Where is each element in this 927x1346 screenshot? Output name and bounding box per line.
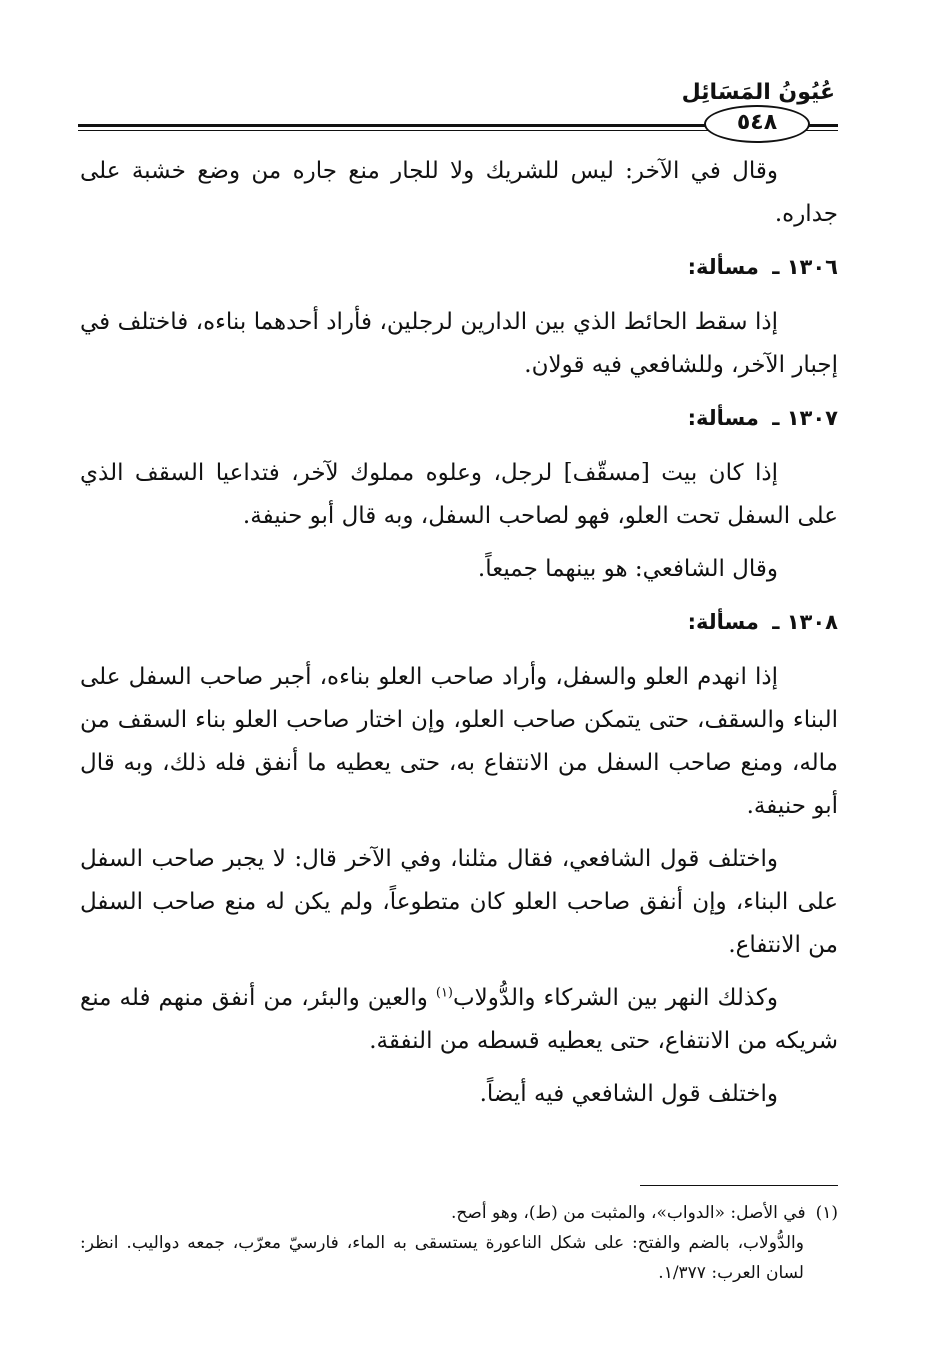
footnote-1	[80, 1198, 838, 1228]
footnote-separator	[640, 1185, 838, 1186]
issue-heading-1306	[80, 246, 838, 289]
issue-label: مسألة:	[687, 406, 759, 430]
issue-number: ١٣٠٧ ـ	[772, 406, 838, 430]
issue-heading-1307	[80, 397, 838, 440]
paragraph: وقال الشافعي: هو بينهما جميعاً.	[477, 556, 778, 582]
main-text	[80, 150, 838, 1126]
text-span: والعين والبئر، من أنفق منهم فله منع شريكه من الانتفاع، حتى يعطيه قسطه من النفقة.	[80, 985, 838, 1054]
page-number-badge: ٥٤٨	[704, 105, 810, 143]
text-span: وكذلك النهر بين الشركاء والدُّولاب	[453, 985, 778, 1011]
issue-number: ١٣٠٦ ـ	[772, 255, 838, 279]
book-title: عُيُونُ المَسَائِل	[681, 80, 835, 105]
paragraph: واختلف قول الشافعي، فقال مثلنا، وفي الآخر قال: لا يجبر صاحب السفل على البناء، وإن أنفق صاحب العلو كان متطوعاً، ولم يكن له منع صاحب السفل من الانتفاع.	[80, 846, 838, 958]
issue-number: ١٣٠٨ ـ	[772, 610, 838, 634]
footnote-1-continuation: والدُّولاب، بالضم والفتح: على شكل الناعورة يستسقى به الماء، فارسيّ معرّب، جمعه دواليب. انظر: لسان العرب: ١/٣٧٧.	[80, 1233, 804, 1283]
issue-label: مسألة:	[687, 255, 759, 279]
paragraph: إذا كان بيت [مسقّف] لرجل، وعلوه مملوك لآخر، فتداعيا السقف الذي على السفل تحت العلو، فهو لصاحب السفل، وبه قال أبو حنيفة.	[80, 460, 838, 529]
issue-label: مسألة:	[687, 610, 759, 634]
paragraph: واختلف قول الشافعي فيه أيضاً.	[479, 1081, 778, 1107]
footnote-marker[interactable]: (١)	[435, 985, 453, 1001]
paragraph: إذا انهدم العلو والسفل، وأراد صاحب العلو بناءه، أجبر صاحب السفل على البناء والسقف، حتى يتمكن صاحب العلو، وإن اختار صاحب العلو بناء السقف من ماله، ومنع صاحب السفل من الانتفاع به، حتى يعطيه ما أنفق فله ذلك، وبه قال أبو حنيفة.	[80, 664, 838, 819]
footnotes	[80, 1198, 838, 1288]
footnote-number: (١)	[815, 1203, 838, 1223]
paragraph: إذا سقط الحائط الذي بين الدارين لرجلين، فأراد أحدهما بناءه، فاختلف في إجبار الآخر، وللشافعي فيه قولان.	[80, 309, 838, 378]
paragraph: وقال في الآخر: ليس للشريك ولا للجار منع جاره من وضع خشبة على جداره.	[80, 158, 838, 227]
footnote-text: في الأصل: «الدواب»، والمثبت من (ط)، وهو أصح.	[451, 1203, 806, 1223]
paragraph-with-footnote	[80, 977, 838, 1063]
issue-heading-1308	[80, 601, 838, 644]
